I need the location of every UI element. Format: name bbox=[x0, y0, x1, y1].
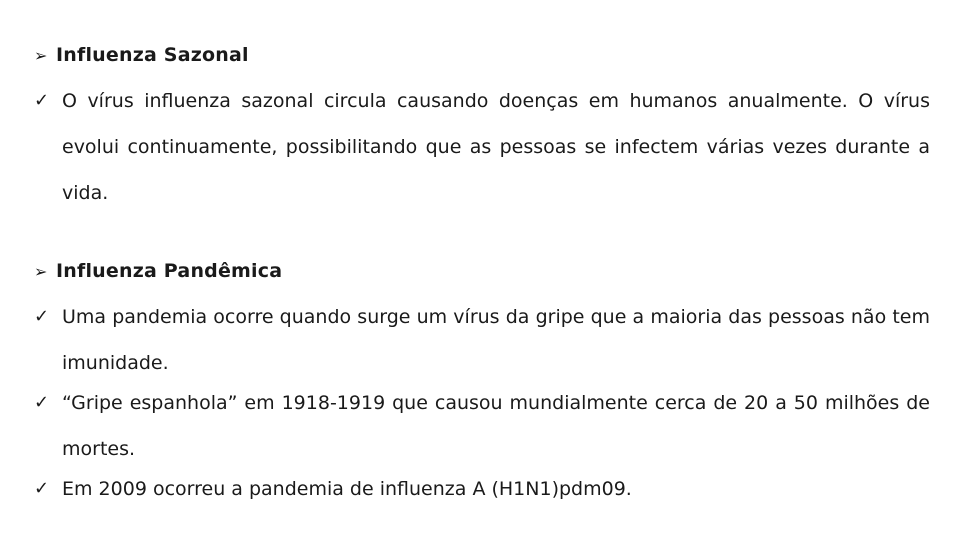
bullet-item bbox=[34, 380, 930, 472]
checkmark-icon: ✓ bbox=[34, 392, 50, 413]
section-heading-pandemica bbox=[34, 260, 282, 282]
bullet-text: O vírus influenza sazonal circula causando doenças em humanos anualmente. O vírus evolui continuamente, possibilitando que as pessoas se infectem várias vezes durante a vida. bbox=[62, 90, 930, 204]
checkmark-icon: ✓ bbox=[34, 478, 50, 499]
arrow-bullet-icon: ➢ bbox=[34, 45, 48, 65]
section-heading-text: Influenza Sazonal bbox=[56, 44, 249, 66]
arrow-bullet-icon: ➢ bbox=[34, 261, 48, 281]
bullet-item bbox=[34, 466, 930, 512]
bullet-item bbox=[34, 78, 930, 216]
bullet-item bbox=[34, 294, 930, 386]
checkmark-icon: ✓ bbox=[34, 90, 50, 111]
section-heading-text: Influenza Pandêmica bbox=[56, 260, 283, 282]
section-heading-sazonal bbox=[34, 44, 249, 66]
bullet-text: Em 2009 ocorreu a pandemia de influenza A (H1N1)pdm09. bbox=[62, 478, 632, 500]
bullet-text: Uma pandemia ocorre quando surge um vírus da gripe que a maioria das pessoas não tem imunidade. bbox=[62, 306, 930, 374]
bullet-text: “Gripe espanhola” em 1918-1919 que causou mundialmente cerca de 20 a 50 milhões de mortes. bbox=[62, 392, 930, 460]
checkmark-icon: ✓ bbox=[34, 306, 50, 327]
